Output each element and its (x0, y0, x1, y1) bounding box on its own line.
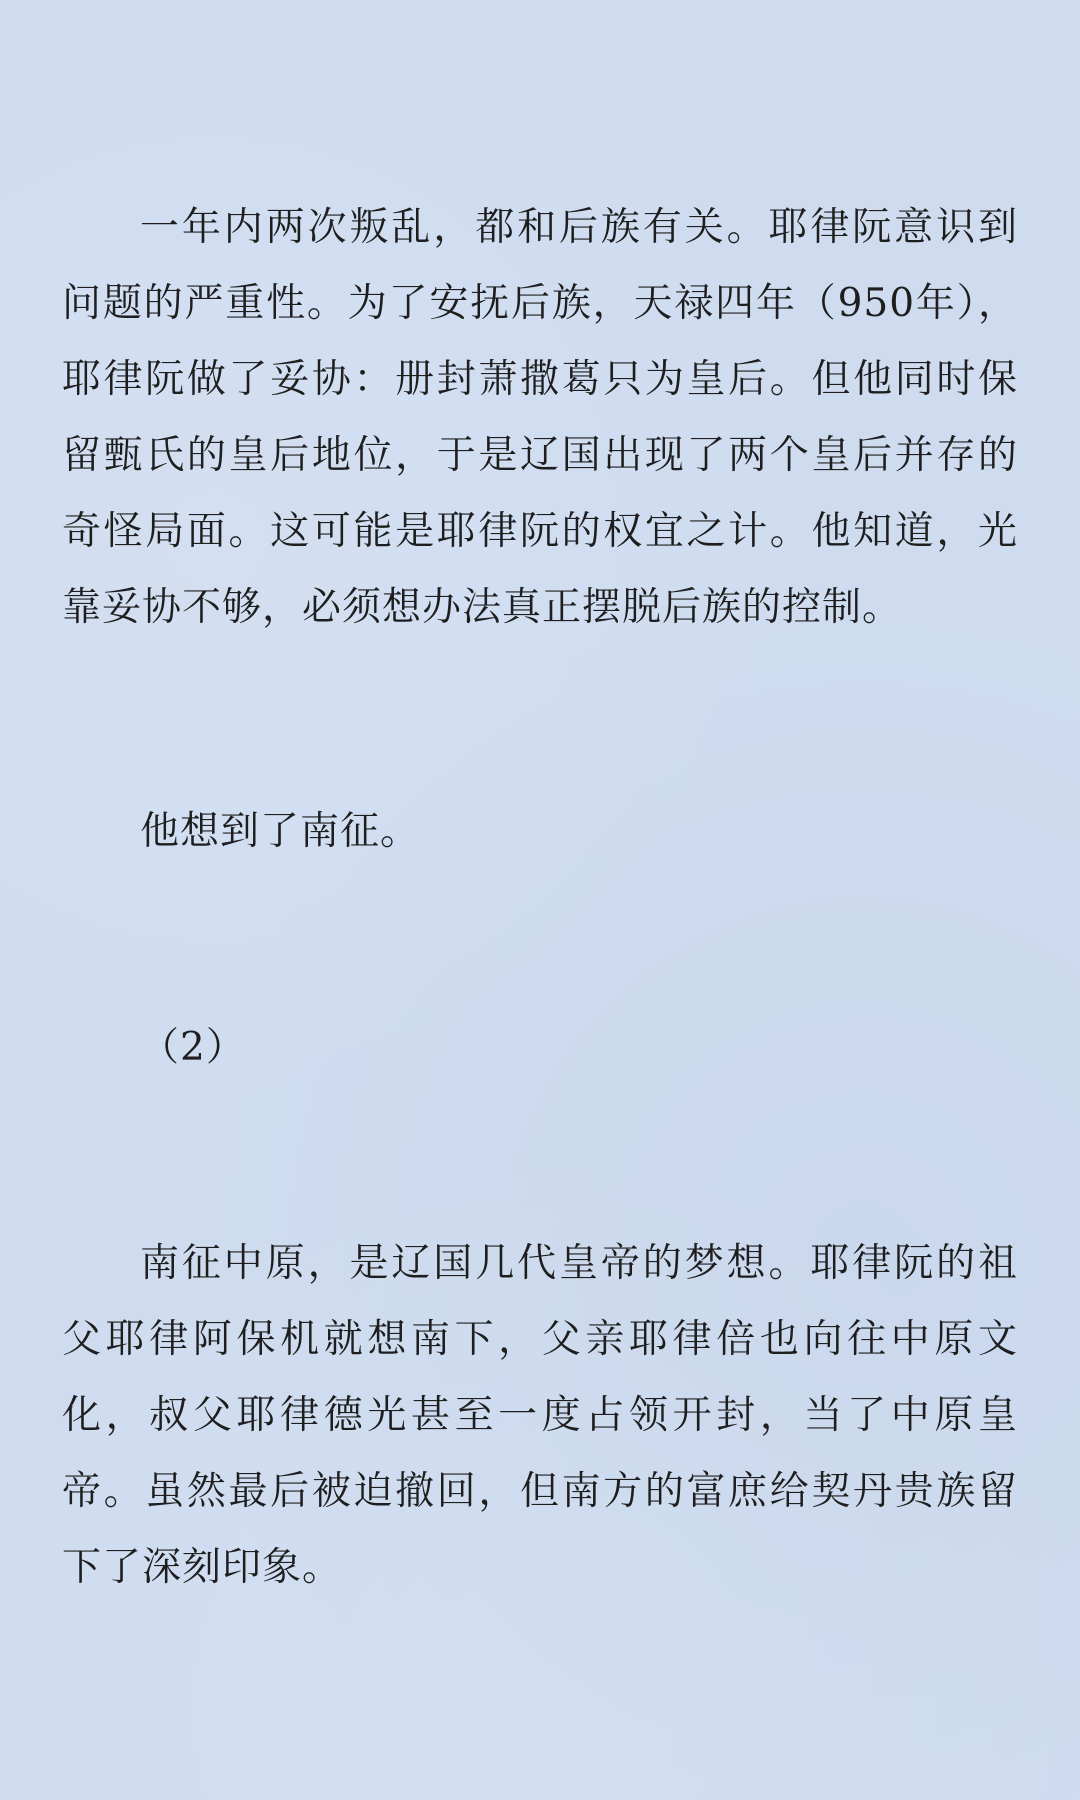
section-number: （2） (140, 1025, 246, 1070)
paragraph-2: 他想到了南征。 (140, 809, 421, 854)
paragraph-3: 南征中原，是辽国几代皇帝的梦想。耶律阮的祖父耶律阿保机就想南下，父亲耶律倍也向往中原文化，叔父耶律德光甚至一度占领开封，当了中原皇帝。虽然最后被迫撤回，但南方的富庶给契丹贵族留下了深刻印象。 (62, 1241, 1018, 1590)
paragraph-1: 一年内两次叛乱，都和后族有关。耶律阮意识到问题的严重性。为了安抚后族，天禄四年（950年），耶律阮做了妥协：册封萧撒葛只为皇后。但他同时保留甄氏的皇后地位，于是辽国出现了两个皇后并存的奇怪局面。这可能是耶律阮的权宜之计。他知道，光靠妥协不够，必须想办法真正摆脱后族的控制。 (62, 205, 1018, 630)
